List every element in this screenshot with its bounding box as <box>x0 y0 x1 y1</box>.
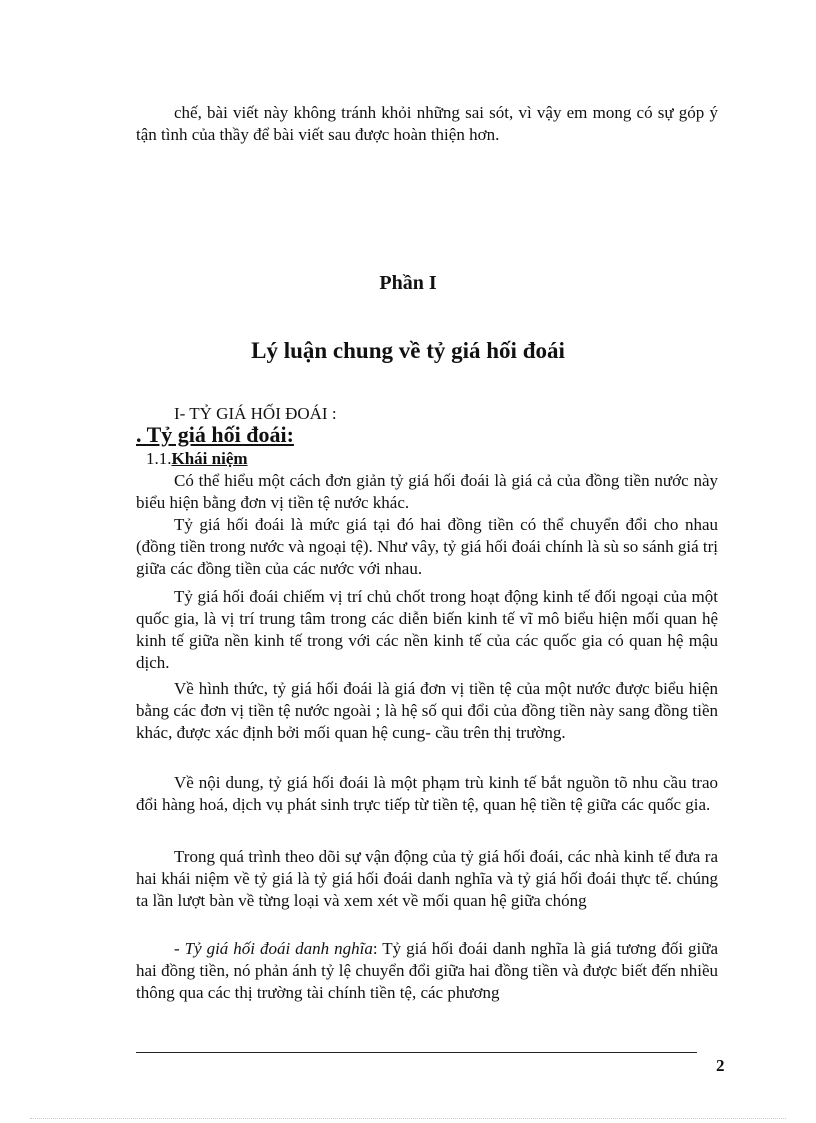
paragraph-6: Trong quá trình theo dõi sự vận động của tỷ giá hối đoái, các nhà kinh tế đưa ra hai khái niệm về tỷ giá là tỷ giá hối đoái danh nghĩa và tỷ giá hối đoái thực tế. chúng ta lần lượt bàn về từng loại và xem xét về mối quan hệ giữa chóng <box>136 847 718 910</box>
dash: - <box>174 939 185 958</box>
paragraph-7 <box>136 938 718 1004</box>
part-title: Lý luận chung về tỷ giá hối đoái <box>251 338 565 363</box>
page-edge-dotted-line <box>30 1118 786 1119</box>
section-heading: I- TỶ GIÁ HỐI ĐOÁI : <box>174 404 337 423</box>
subheading: . Tỷ giá hối đoái: <box>136 422 294 447</box>
paragraph-7-text: : Tỷ giá hối đoái danh nghĩa là giá tương đối giữa hai đồng tiền, nó phản ánh tỷ lệ chuyển đổi giữa hai đồng tiền và được biết đến nhiều thông qua các thị trường tài chính tiền tệ, các phương <box>136 939 718 1002</box>
term-nominal-rate: Tỷ giá hối đoái danh nghĩa <box>184 939 373 958</box>
item-heading <box>146 449 248 469</box>
intro-paragraph: chế, bài viết này không tránh khỏi những sai sót, vì vậy em mong có sự góp ý tận tình của thầy để bài viết sau được hoàn thiện hơn. <box>136 103 718 144</box>
part-label: Phần I <box>379 272 437 294</box>
paragraph-4: Về hình thức, tỷ giá hối đoái là giá đơn vị tiền tệ của một nước được biểu hiện bằng các đơn vị tiền tệ nước ngoài ; là hệ số qui đổi của đồng tiền này sang đồng tiền khác, được xác định bởi mối quan hệ cung- cầu trên thị trường. <box>136 679 718 742</box>
item-title: Khái niệm <box>171 449 248 468</box>
page-number: 2 <box>716 1056 725 1075</box>
item-number: 1.1. <box>146 449 172 468</box>
paragraph-2: Tỷ giá hối đoái là mức giá tại đó hai đồng tiền có thể chuyển đổi cho nhau (đồng tiền trong nước và ngoại tệ). Như vây, tỷ giá hối đoái chính là sù so sánh giá trị giữa các đồng tiền của các nước với nhau. <box>136 515 719 578</box>
paragraph-5: Về nội dung, tỷ giá hối đoái là một phạm trù kinh tế bắt nguồn tõ nhu cầu trao đổi hàng hoá, dịch vụ phát sinh trực tiếp từ tiền tệ, quan hệ tiền tệ giữa các quốc gia. <box>136 773 718 814</box>
footer-rule <box>136 1052 697 1053</box>
paragraph-3: Tỷ giá hối đoái chiếm vị trí chủ chốt trong hoạt động kinh tế đối ngoại của một quốc gia, là vị trí trung tâm trong các diễn biến kinh tế vĩ mô biểu hiện mối quan hệ kinh tế giữa nền kinh tế trong với các nền kinh tế của các quốc gia có quan hệ mậu dịch. <box>136 587 718 672</box>
paragraph-1: Có thể hiểu một cách đơn giản tỷ giá hối đoái là giá cả của đồng tiền nước này biểu hiện bằng đơn vị tiền tệ nước khác. <box>136 471 718 512</box>
